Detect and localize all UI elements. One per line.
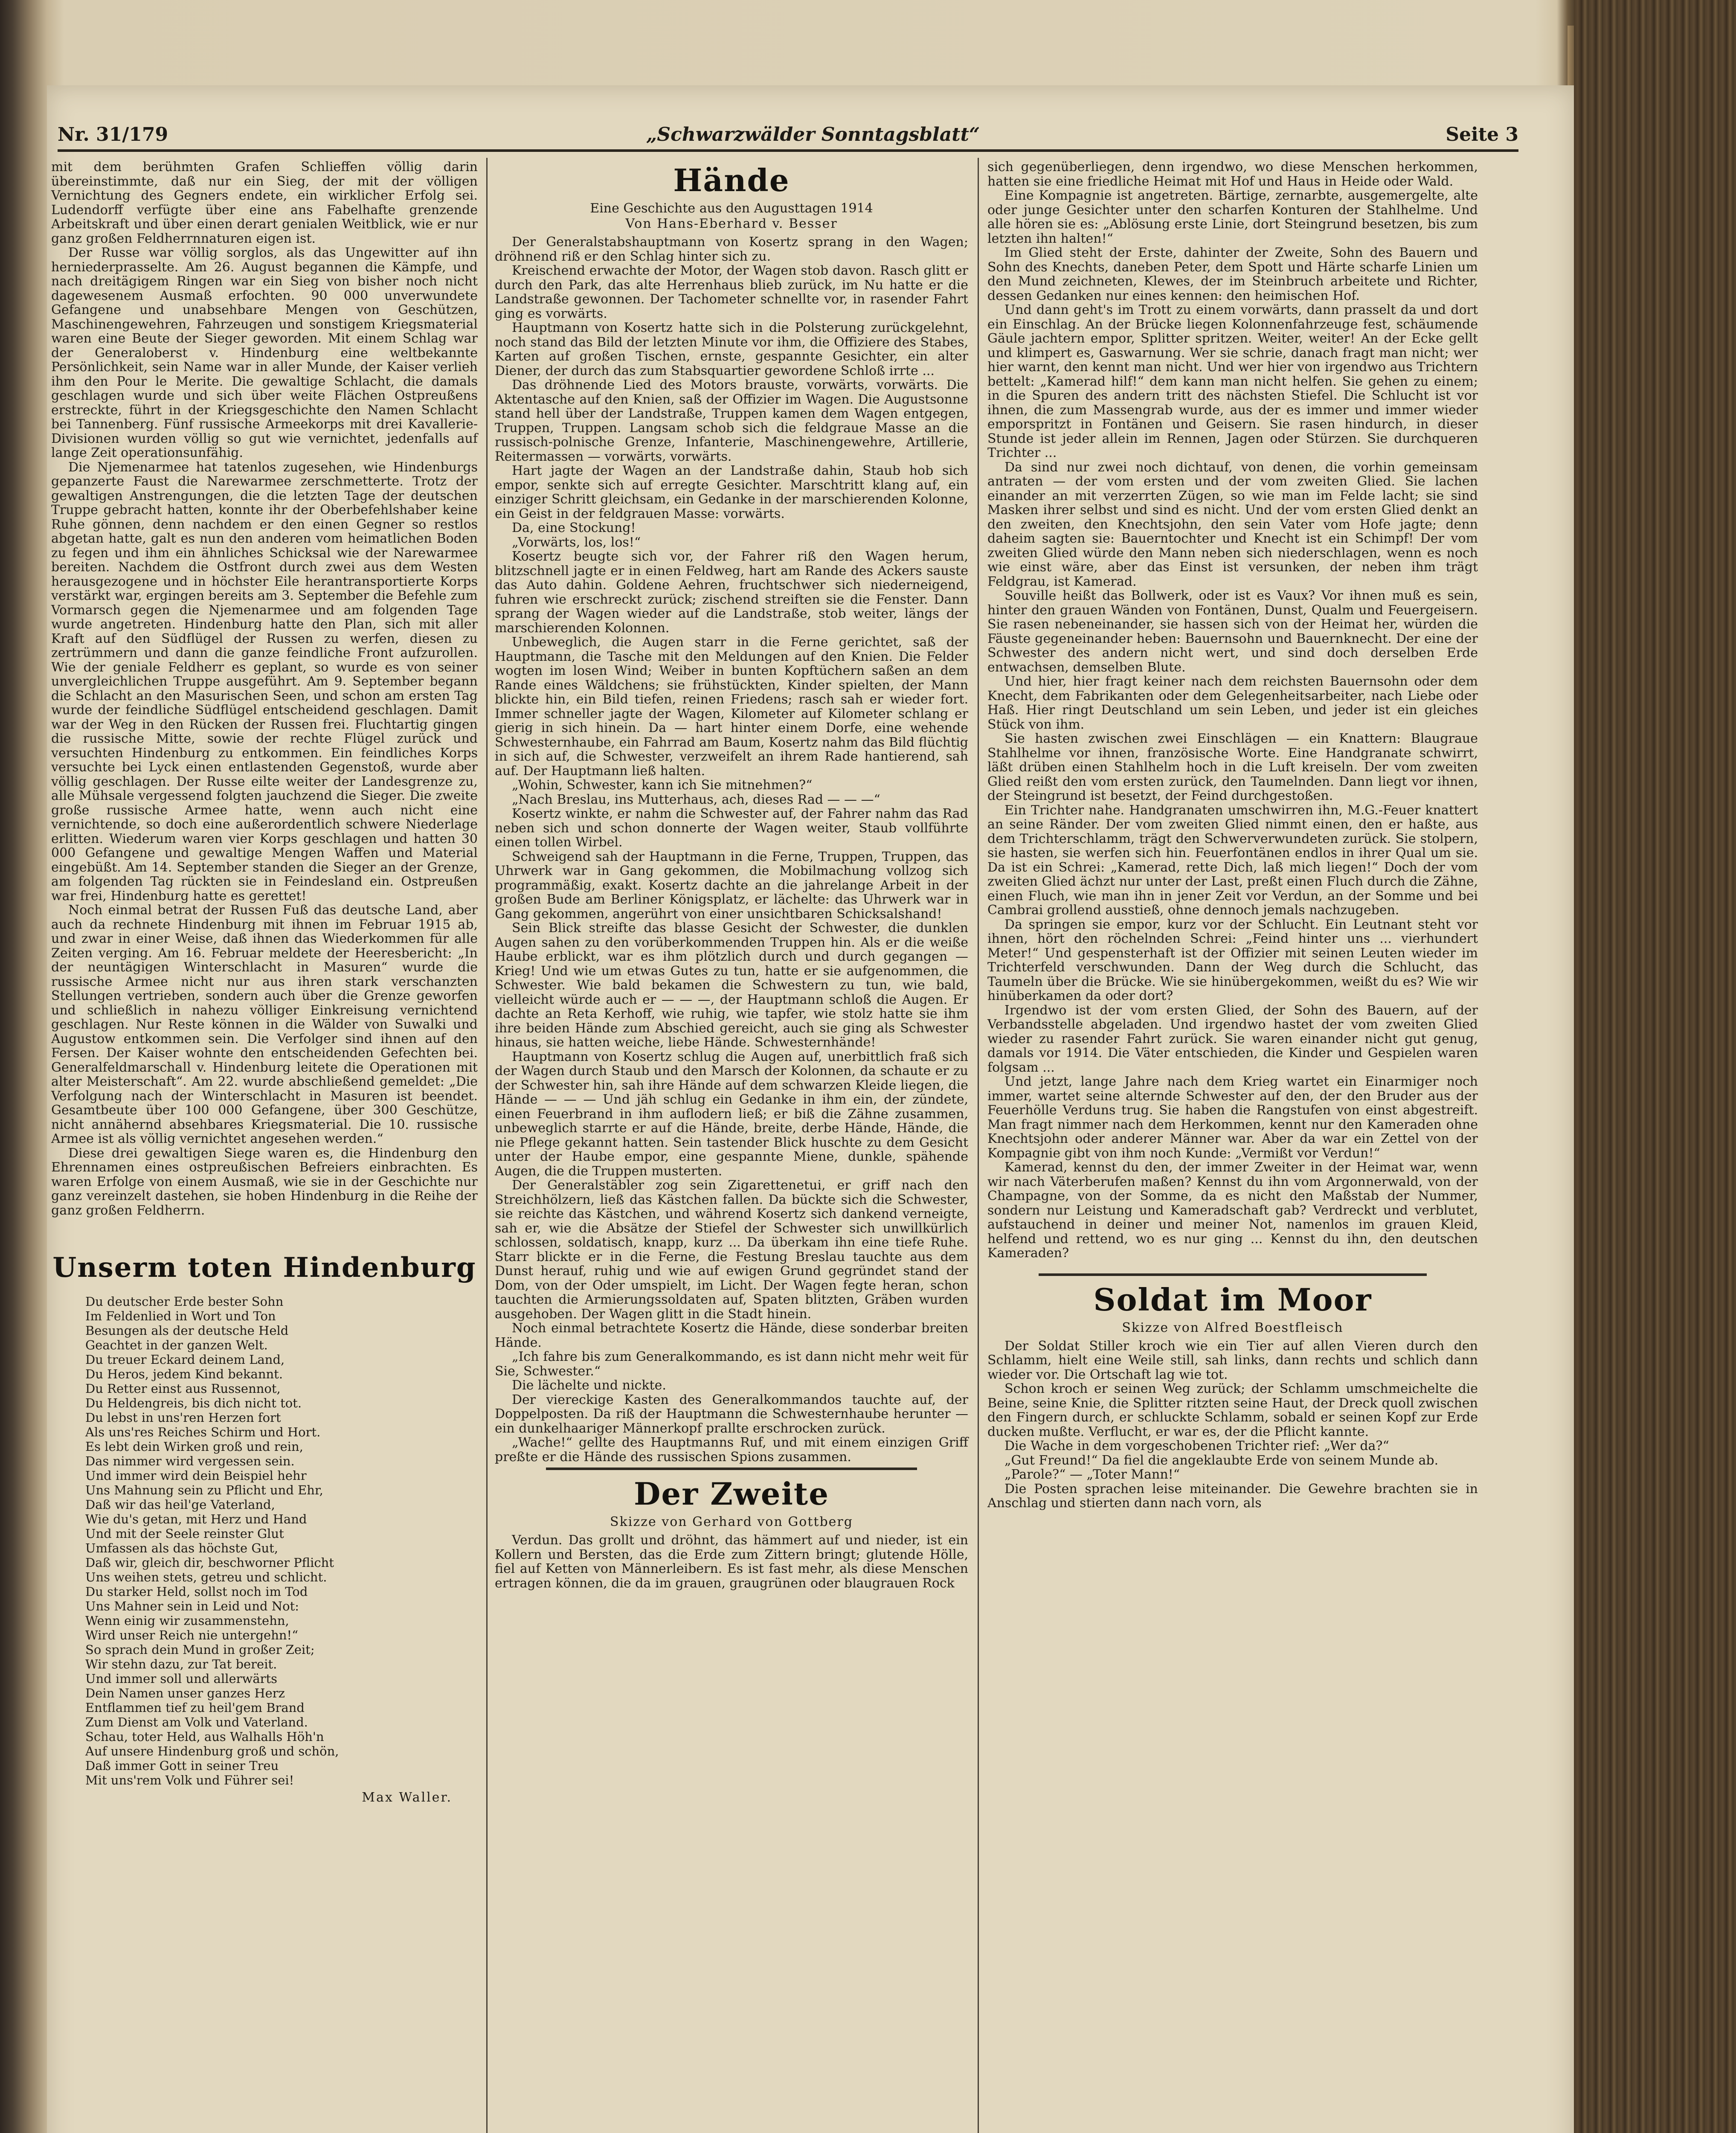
paragraph: Und hier, hier fragt keiner nach dem reichsten Bauernsohn oder dem Knecht, dem Fabrikanten oder dem Gelegenheitsarbeiter, nach Liebe oder Haß. Hier ringt Deutschland um sein Leben, und jeder ist ein gleiches Stück von ihm. <box>987 674 1478 732</box>
poem-line: Du Heros, jedem Kind bekannt. <box>85 1367 283 1381</box>
article-title: Hände <box>673 162 790 198</box>
poem-line: Wir stehn dazu, zur Tat bereit. <box>85 1657 277 1671</box>
poem-line: Du Heldengreis, bis dich nicht tot. <box>85 1396 302 1410</box>
poem-line: Schau, toter Held, aus Walhalls Höh'n <box>85 1729 324 1744</box>
paragraph: mit dem berühmten Grafen Schlieffen völlig darin übereinstimmte, daß nur ein Sieg, der mit der völligen Vernichtung des Gegners endete, ein wirklicher Erfolg sei. Ludendorff verfügte über eine ans Fabelhafte grenzende Arbeitskraft und über einen derart genialen Weitblick, wie er nur ganz großen Feldherrnnaturen eigen ist. <box>51 160 478 246</box>
paragraph: Da, eine Stockung! <box>512 520 636 535</box>
poem-line: Du treuer Eckard deinem Land, <box>85 1352 285 1367</box>
paragraph: Und jetzt, lange Jahre nach dem Krieg wartet ein Einarmiger noch immer, wartet seine alternde Schwester auf den, der den Bruder aus der Feuerhölle Verduns trug. Sie haben die Rangstufen von einst abgestreift. Man fragt nimmer nach dem Herkommen, kennt nur den Kameraden ohne Knechtsjohn oder anderer Männer war. Aber da war ein Zettel von der Kompagnie gibt von ihm noch Kunde: „Vermißt vor Verdun!“ <box>987 1074 1478 1161</box>
paragraph: Im Glied steht der Erste, dahinter der Zweite, Sohn des Bauern und Sohn des Knechts, daneben Peter, dem Spott und Härte scharfe Linien um den Mund zeichneten, Klewes, der im Steinbruch arbeitete und Richter, dessen Gedanken nur eines kennen: den heimischen Hof. <box>987 245 1478 303</box>
paragraph: Und dann geht's im Trott zu einem vorwärts, dann prasselt da und dort ein Einschlag. An der Brücke liegen Kolonnenfahrzeuge fest, schäumende Gäule jachtern empor, Splitter spritzen. Weiter, weiter! An der Ecke gellt und klimpert es, Gaswarnung. Wer sie schrie, danach fragt man nicht; wer hier warnt, den kennt man nicht. Und wer hier von irgendwo aus Trichtern bettelt: „Kamerad hilf!“ dem kann man nicht helfen. Sie gehen zu einem; in die Spuren des andern tritt des nächsten Stiefel. Die Schlucht ist vor ihnen, die zum Massengrab wurde, aus der es immer und immer wieder emporspritzt in Fontänen und Geisern. Sie rasen hindurch, in dieser Stunde ist jeder allein im Rennen, Jagen oder Stürzen. Sie durchqueren Trichter ... <box>987 302 1478 460</box>
paragraph: Schweigend sah der Hauptmann in die Ferne, Truppen, Truppen, das Uhrwerk war in Gang gekommen, die Mobilmachung vollzog sich programmäßig, exakt. Kosertz dachte an die jahrelange Arbeit in der großen Bude am Berliner Königsplatz, er lächelte: das Uhrwerk war in Gang gekommen, angerührt von einer unsichtbaren Schicksalshand! <box>495 849 968 921</box>
paragraph: Sie hasten zwischen zwei Einschlägen — ein Knattern: Blaugraue Stahlhelme vor ihnen, französische Worte. Eine Handgranate schwirrt, läßt drüben einen Stahlhelm hoch in die Luft kreiseln. Der vom zweiten Glied reißt den vom ersten zurück, den Taumelnden. Dann liegt vor ihnen, der Steingrund ist besetzt, der Feind durchgestoßen. <box>987 731 1478 803</box>
paragraph: „Gut Freund!“ Da fiel die angeklaubte Erde von seinem Munde ab. <box>1004 1453 1439 1468</box>
article-title-3: Soldat im Moor <box>1093 1281 1372 1318</box>
paragraph: Diese drei gewaltigen Siege waren es, die Hindenburg den Ehrennamen eines ostpreußischen Befreiers einbrachten. Es waren Erfolge von einem Ausmaß, wie sie in der Geschichte nur ganz vereinzelt dastehen, sie hoben Hindenburg in die Reihe der ganz großen Feldherrn. <box>51 1145 478 1218</box>
column-divider-2 <box>978 158 979 2133</box>
paragraph: Der viereckige Kasten des Generalkommandos tauchte auf, der Doppelposten. Da riß der Hauptmann die Schwesternhaube herunter — ein dunkelhaariger Männerkopf prallte erschrocken zurück. <box>495 1392 968 1436</box>
article-byline: Von Hans-Eberhard v. Besser <box>625 216 838 231</box>
newspaper-title: „Schwarzwälder Sonntagsblatt“ <box>646 124 980 145</box>
poem-line: Uns Mahnung sein zu Pflicht und Ehr, <box>85 1483 323 1497</box>
issue-number: Nr. 31/179 <box>58 124 168 145</box>
section-rule <box>546 1468 917 1470</box>
paragraph: Die Njemenarmee hat tatenlos zugesehen, wie Hindenburgs gepanzerte Faust die Narewarmee zerschmetterte. Trotz der gewaltigen Anstrengungen, die die letzten Tage der deutschen Truppe gebracht hatten, konnte ihr der Oberbefehlshaber keine Ruhe gönnen, denn nachdem er den einen Gegner so restlos abgetan hatte, galt es nun den anderen vom heimatlichen Boden zu fegen und ihm ein ähnliches Schicksal wie der Narewarmee bereiten. Nachdem die Ostfront durch zwei aus dem Westen herausgezogene und in höchster Eile herantransportierte Korps verstärkt war, ergingen bereits am 3. September die Befehle zum Vormarsch gegen die Njemenarmee und am folgenden Tage wurde angetreten. Hindenburg hatte den Plan, sich mit aller Kraft auf den Südflügel der Russen zu werfen, diesen zu zertrümmern und dann die ganze feindliche Front aufzurollen. Wie der geniale Feldherr es geplant, so wurde es von seiner unvergleichlichen Truppe ausgeführt. Am 9. September begann die Schlacht an den Masurischen Seen, und schon am ersten Tag wurde der feindliche Südflügel entscheidend geschlagen. Damit war der Weg in den Rücken der Russen frei. Fluchtartig gingen die russische Mitte, sowie der rechte Flügel zurück und versuchten Hindenburg zu entkommen. Ein feindliches Korps versuchte bei Lyck einen entlastenden Gegenstoß, wurde aber völlig geschlagen. Der Russe eilte weiter der Landesgrenze zu, alle Mühsale vergessend folgten jauchzend die Sieger. Die zweite große russische Armee hatte, wenn auch nicht eine vernichtende, so doch eine außerordentlich schwere Niederlage erlitten. Wiederum waren vier Korps geschlagen und hatten 30 000 Gefangene und gewaltige Mengen Waffen und Material eingebüßt. Am 14. September standen die Sieger an der Grenze, am folgenden Tag rückten sie in Feindesland ein. Ostpreußen war frei, Hindenburg hatte es gerettet! <box>51 459 478 904</box>
poem-line: Es lebt dein Wirken groß und rein, <box>85 1439 303 1454</box>
poem-line: Umfassen als das höchste Gut, <box>85 1541 279 1555</box>
paragraph: Hart jagte der Wagen an der Landstraße dahin, Staub hob sich empor, senkte sich auf erregte Gesichter. Marschtritt klang auf, ein einziger Schritt gleichsam, ein Gedanke in der marschierenden Kolonne, ein Geist in der feldgrauen Masse: vorwärts. <box>495 463 968 521</box>
paragraph: Die lächelte und nickte. <box>512 1378 666 1393</box>
paragraph: Eine Kompagnie ist angetreten. Bärtige, zernarbte, ausgemergelte, alte oder junge Gesichter unter den scharfen Konturen der Stahlhelme. Und alle hören sie es: „Ablösung erste Linie, dort Steingrund besetzen, bis zum letzten ihn halten!“ <box>987 188 1478 246</box>
poem-line: Uns weihen stets, getreu und schlicht. <box>85 1570 327 1584</box>
column-divider-1 <box>486 158 488 2133</box>
poem-line: Besungen als der deutsche Held <box>85 1323 289 1338</box>
paragraph: Verdun. Das grollt und dröhnt, das hämmert auf und nieder, ist ein Kollern und Bersten, das die Erde zum Zittern bringt; glutende Hölle, fiel auf Ketten von Männerleibern. Es ist fast mehr, als diese Menschen ertragen können, die da im grauen, graugrünen oder blaugrauen Rock <box>495 1533 968 1591</box>
poem-author: Max Waller. <box>362 1790 452 1805</box>
article-subtitle: Eine Geschichte aus den Augusttagen 1914 <box>590 201 873 216</box>
poem-line: Und immer wird dein Beispiel hehr <box>85 1468 307 1483</box>
column-3 <box>987 160 1478 1511</box>
poem-line: Daß wir, gleich dir, beschworner Pflicht <box>85 1555 334 1570</box>
poem-line: Auf unsere Hindenburg groß und schön, <box>85 1744 339 1758</box>
column-2 <box>495 160 968 1590</box>
poem-title: Unserm toten Hindenburg <box>52 1252 476 1284</box>
paragraph: „Wache!“ gellte des Hauptmanns Ruf, und mit einem einzigen Griff preßte er die Hände des russischen Spions zusammen. <box>495 1435 968 1465</box>
paragraph: sich gegenüberliegen, denn irgendwo, wo diese Menschen herkommen, hatten sie eine friedliche Heimat mit Hof und Haus in Heide oder Wald. <box>987 160 1478 189</box>
poem-line: Und mit der Seele reinster Glut <box>85 1526 284 1541</box>
paragraph: Da sind nur zwei noch dichtauf, von denen, die vorhin gemeinsam antraten — der vom ersten und der vom zweiten Glied. Sie lachen einander an mit verzerrten Zügen, so wie man im Felde lacht; sie sind Masken ihrer selbst und sind es nicht. Und der vom ersten Glied denkt an den zweiten, den Knechtsjohn, den sein Vater vom Hofe jagte; denn daheim sagten sie: Bauerntochter und Knecht ist ein Schimpf! Der vom zweiten Glied würde den Mann neben sich niederschlagen, wenn es noch wie einst wäre, aber das Einst ist versunken, der neben ihm trägt Feldgrau, ist Kamerad. <box>987 459 1478 589</box>
poem-line: Du lebst in uns'ren Herzen fort <box>85 1410 281 1425</box>
paragraph: Das dröhnende Lied des Motors brauste, vorwärts, vorwärts. Die Aktentasche auf den Knien, saß der Offizier im Wagen. Die Augustsonne stand hell über der Landstraße, Truppen kamen dem Wagen entgegen, Truppen, Truppen. Langsam schob sich die feldgraue Masse an die russisch-polnische Grenze, Infanterie, Maschinengewehre, Artillerie, Reitermassen — vorwärts, vorwärts. <box>495 378 968 464</box>
paragraph: „Ich fahre bis zum Generalkommando, es ist dann nicht mehr weit für Sie, Schwester.“ <box>495 1349 968 1379</box>
book-binding <box>1574 0 1736 2133</box>
poem-line: Entflammen tief zu heil'gem Brand <box>85 1700 305 1715</box>
paragraph: Souville heißt das Bollwerk, oder ist es Vaux? Vor ihnen muß es sein, hinter den grauen Wänden von Fontänen, Dunst, Qualm und Feuergeisern. Sie rasen nebeneinander, sie hassen sich von der Heimat her, würden die Fäuste gegeneinander heben: Bauernsohn und Bauernknecht. Der eine der Schwester des andern nicht wert, und sind doch derselben Erde entwachsen, demselben Blute. <box>987 588 1478 675</box>
paragraph: Kosertz beugte sich vor, der Fahrer riß den Wagen herum, blitzschnell jagte er in einen Feldweg, hart am Rande des Ackers sauste das Auto dahin. Goldene Aehren, fruchtschwer sich niederneigend, fuhren wie erschreckt zurück; zischend streiften sie die Fenster. Dann sprang der Wagen wieder auf die Landstraße, stob weiter, längs der marschierenden Kolonnen. <box>495 549 968 636</box>
paragraph: Kreischend erwachte der Motor, der Wagen stob davon. Rasch glitt er durch den Park, das alte Herrenhaus blieb zurück, im Nu hatte er die Landstraße gewonnen. Der Tachometer schnellte vor, in rasender Fahrt ging es vorwärts. <box>495 263 968 321</box>
poem-line: So sprach dein Mund in großer Zeit; <box>85 1642 315 1657</box>
paragraph: Die Wache in dem vorgeschobenen Trichter rief: „Wer da?“ <box>1004 1438 1389 1453</box>
section-rule <box>1039 1273 1427 1276</box>
paragraph: „Vorwärts, los, los!“ <box>512 535 641 550</box>
poem-line: Wird unser Reich nie untergehn!“ <box>85 1628 299 1642</box>
paragraph: „Parole?“ — „Toter Mann!“ <box>1004 1467 1180 1482</box>
paragraph: Der Soldat Stiller kroch wie ein Tier auf allen Vieren durch den Schlamm, hielt eine Weile still, sah links, dann rechts und schlich dann wieder vor. Die Ortschaft lag wie tot. <box>987 1338 1478 1382</box>
poem-line: Mit uns'rem Volk und Führer sei! <box>85 1773 294 1787</box>
poem-line: Und immer soll und allerwärts <box>85 1671 278 1686</box>
poem-line: Wenn einig wir zusammenstehn, <box>85 1613 289 1628</box>
poem-line: Das nimmer wird vergessen sein. <box>85 1454 295 1468</box>
paragraph: Der Generalstabshauptmann von Kosertz sprang in den Wagen; dröhnend riß er den Schlag hinter sich zu. <box>495 235 968 264</box>
paragraph: Irgendwo ist der vom ersten Glied, der Sohn des Bauern, auf der Verbandsstelle abgeladen. Und irgendwo hastet der vom zweiten Glied wieder zu rasender Fahrt zurück. Sie waren einander nicht gut genug, damals vor 1914. Die Väter entschieden, die Kinder und Gespielen waren folgsam ... <box>987 1003 1478 1075</box>
paragraph: Da springen sie empor, kurz vor der Schlucht. Ein Leutnant steht vor ihnen, hört den röchelnden Schrei: „Feind hinter uns ... vierhundert Meter!“ Und gespensterhaft ist der Offizier mit seinen Leuten wieder im Trichterfeld verschwunden. Dann der Weg durch die Schlucht, das Taumeln über die Brücke. Wie sie hinübergekommen, weißt du es? Wie wir hinüberkamen da oder dort? <box>987 917 1478 1003</box>
poem-line: Du starker Held, sollst noch im Tod <box>85 1584 308 1599</box>
article-subtitle-2: Skizze von Gerhard von Gottberg <box>610 1514 853 1529</box>
paragraph: Unbeweglich, die Augen starr in die Ferne gerichtet, saß der Hauptmann, die Tasche mit den Meldungen auf den Knien. Die Felder wogten im losen Wind; Weiber in bunten Kopftüchern saßen an dem Rande eines Wäldchens; sie frühstückten, Kinder spielten, der Mann blickte hin, ein Bild tiefen, reinen Friedens; rasch sah er wieder fort. Immer schneller jagte der Wagen, Kilometer auf Kilometer schlang er gierig in sich hinein. Da — hart hinter einem Dorfe, eine wehende Schwesternhaube, ein Fahrrad am Baum, Kosertz nahm das Bild flüchtig in sich auf, die Schwester, verzweifelt an ihrem Rade hantierend, sah auf. Der Hauptmann ließ halten. <box>495 635 968 779</box>
spacer <box>51 1218 478 1247</box>
poem-line: Zum Dienst am Volk und Vaterland. <box>85 1715 308 1729</box>
poem-line: Als uns'res Reiches Schirm und Hort. <box>85 1425 321 1439</box>
paragraph: Schon kroch er seinen Weg zurück; der Schlamm umschmeichelte die Beine, seine Knie, die Splitter ritzten seine Haut, der Dreck quoll zwischen den Fingern durch, er schluckte Schlamm, sobald er seinen Kopf zur Erde ducken mußte. Verflucht, er war es, der die Pflicht kannte. <box>987 1381 1478 1439</box>
poem-line: Daß wir das heil'ge Vaterland, <box>85 1497 275 1512</box>
poem-line: Uns Mahner sein in Leid und Not: <box>85 1599 299 1613</box>
paragraph: Der Generalstäbler zog sein Zigarettenetui, er griff nach den Streichhölzern, ließ das Kästchen fallen. Da bückte sich die Schwester, sie reichte das Kästchen, und während Kosertz sich dankend verneigte, sah er, wie die Absätze der Stiefel der Schwester sich unwillkürlich schlossen, soldatisch, knapp, kurz ... Da überkam ihn eine tiefe Ruhe. Starr blickte er in die Ferne, die Festung Breslau tauchte aus dem Dunst herauf, ruhig und wie auf ewigen Grund gegründet stand der Dom, von der Oder umspielt, im Licht. Der Wagen fegte heran, schon tauchten die Armierungssoldaten auf, Spaten blitzten, Gräben wurden ausgehoben. Der Wagen glitt in die Stadt hinein. <box>495 1178 968 1322</box>
paragraph: Hauptmann von Kosertz hatte sich in die Polsterung zurückgelehnt, noch stand das Bild der letzten Minute vor ihm, die Offiziere des Stabes, Karten auf großen Tischen, ernste, gespannte Gesichter, ein alter Diener, der durch das zum Stabsquartier gewordene Schloß irrte ... <box>495 320 968 378</box>
page-number: Seite 3 <box>1446 124 1518 145</box>
paragraph: Ein Trichter nahe. Handgranaten umschwirren ihn, M.G.-Feuer knattert an seine Ränder. Der vom zweiten Glied nimmt einen, den er haßte, aus dem Trichterschlamm, trägt den Schwerverwundeten zurück. Sie stolpern, sie hasten, sie werfen sich hin. Feuerfontänen endlos in ihrer Qual um sie. Da ist ein Schrei: „Kamerad, rette Dich, laß mich liegen!“ Doch der vom zweiten Glied ächzt nur unter der Last, preßt einen Fluch durch die Zähne, einen Fluch, wie man ihn in jener Zeit vor Verdun, an der Somme und bei Cambrai grollend ausstieß, ohne dennoch jemals nachzugeben. <box>987 802 1478 918</box>
page-header <box>58 124 1518 162</box>
paragraph: Sein Blick streifte das blasse Gesicht der Schwester, die dunklen Augen sahen zu den vorüberkommenden Truppen hin. Als er die weiße Haube erblickt, war es ihm plötzlich durch und durch gegangen — Krieg! Und wie um etwas Gutes zu tun, hatte er sie aufgenommen, die Schwester. Wie bald bekamen die Schwestern zu tun, wie bald, vielleicht würde auch er — — —, der Hauptmann schloß die Augen. Er dachte an Reta Kerhoff, wie ruhig, wie tapfer, wie stolz hatte sie ihm ihre beiden Hände zum Abschied gereicht, auch sie ging als Schwester hinaus, sie hatten weiche, liebe Hände. Schwesternhände! <box>495 921 968 1050</box>
paragraph: Die Posten sprachen leise miteinander. Die Gewehre brachten sie in Anschlag und stierten dann nach vorn, als <box>987 1481 1478 1511</box>
poem <box>51 1294 478 1787</box>
poem-line: Du Retter einst aus Russennot, <box>85 1381 281 1396</box>
paragraph: Kosertz winkte, er nahm die Schwester auf, der Fahrer nahm das Rad neben sich und schon donnerte der Wagen weiter, Staub vollführte einen tollen Wirbel. <box>495 806 968 850</box>
paragraph: „Wohin, Schwester, kann ich Sie mitnehmen?“ <box>512 778 813 793</box>
article-title-2: Der Zweite <box>633 1476 829 1512</box>
poem-line: Daß immer Gott in seiner Treu <box>85 1758 279 1773</box>
article-subtitle-3: Skizze von Alfred Boestfleisch <box>1122 1320 1344 1335</box>
paragraph: Hauptmann von Kosertz schlug die Augen auf, unerbittlich fraß sich der Wagen durch Staub und den Marsch der Kolonnen, da schaute er zu der Schwester hin, sah ihre Hände auf dem schwarzen Kleide liegen, die Hände — — — Und jäh schlug ein Gedanke in ihm ein, der zündete, einen Feuerbrand in ihm auflodern ließ; er biß die Zähne zusammen, unbeweglich starrte er auf die Hände, breite, derbe Hände, Hände, die nie Pflege gekannt hatten. Sein tastender Blick huschte zu dem Gesicht unter der Haube empor, eine gespannte Miene, dunkle, spähende Augen, die die Truppen musterten. <box>495 1049 968 1179</box>
header-rule <box>58 149 1518 152</box>
poem-line: Im Feldenlied in Wort und Ton <box>85 1309 276 1323</box>
paragraph: Noch einmal betrat der Russen Fuß das deutsche Land, aber auch da rechnete Hindenburg mit ihnen im Februar 1915 ab, und zwar in einer Weise, daß ihnen das Wiederkommen für alle Zeiten verging. Am 16. Februar meldete der Heeresbericht: „In der neuntägigen Winterschlacht in Masuren“ wurde die russische Armee nicht nur aus ihren stark verschanzten Stellungen vertrieben, sondern auch über die Grenze geworfen und schließlich in nahezu völliger Einkreisung vernichtend geschlagen. Nur Reste können in die Wälder von Suwalki und Augustow entkommen sein. Die Verfolger sind ihnen auf den Fersen. Der Kaiser wohnte den entscheidenden Gefechten bei. Generalfeldmarschall v. Hindenburg leitete die Operationen mit alter Meisterschaft“. Am 22. wurde abschließend gemeldet: „Die Verfolgung nach der Winterschlacht in Masuren ist beendet. Gesamtbeute über 100 000 Gefangene, über 300 Geschütze, nicht annähernd absehbares Kriegsmaterial. Die 10. russische Armee ist als völlig vernichtet angesehen werden.“ <box>51 903 478 1146</box>
poem-line: Geachtet in der ganzen Welt. <box>85 1338 268 1352</box>
paragraph: „Nach Breslau, ins Mutterhaus, ach, dieses Rad — — —“ <box>512 792 880 807</box>
poem-line: Du deutscher Erde bester Sohn <box>85 1294 284 1309</box>
paragraph: Noch einmal betrachtete Kosertz die Hände, diese sonderbar breiten Hände. <box>495 1321 968 1350</box>
poem-line: Dein Namen unser ganzes Herz <box>85 1686 285 1700</box>
paragraph: Kamerad, kennst du den, der immer Zweiter in der Heimat war, wenn wir nach Väterberufen maßen? Kennst du ihn vom Argonnerwald, von der Champagne, von der Somme, da es nicht den Maßstab der Nummer, sondern nur Leistung und Kameradschaft gab? Verdreckt und verblutet, aufstauchend in deiner und meiner Not, namenlos im grauen Kleid, helfend und rettend, wo es nur ging ... Kennst du ihn, den deutschen Kameraden? <box>987 1160 1478 1261</box>
paragraph: Der Russe war völlig sorglos, als das Ungewitter auf ihn herniederprasselte. Am 26. August begannen die Kämpfe, und nach dreitägigem Ringen war ein Sieg von bisher noch nicht dagewesenem Ausmaß erfochten. 90 000 unverwundete Gefangene und unabsehbare Mengen von Geschützen, Maschinengewehren, Fahrzeugen und sonstigem Kriegsmaterial waren eine Beute der Sieger geworden. Mit einem Schlag war der Generaloberst v. Hindenburg eine weltbekannte Persönlichkeit, sein Name war in aller Munde, der Kaiser verlieh ihm den Pour le Merite. Die gewaltige Schlacht, die damals geschlagen wurde und sich über weite Flächen Ostpreußens erstreckte, führt in der Kriegsgeschichte den Namen Schlacht bei Tannenberg. Fünf russische Armeekorps mit drei Kavallerie-Divisionen wurden völlig so gut wie vernichtet, jedenfalls auf lange Zeit operationsunfähig. <box>51 245 478 460</box>
poem-line: Wie du's getan, mit Herz und Hand <box>85 1512 307 1526</box>
column-1 <box>51 160 478 1805</box>
